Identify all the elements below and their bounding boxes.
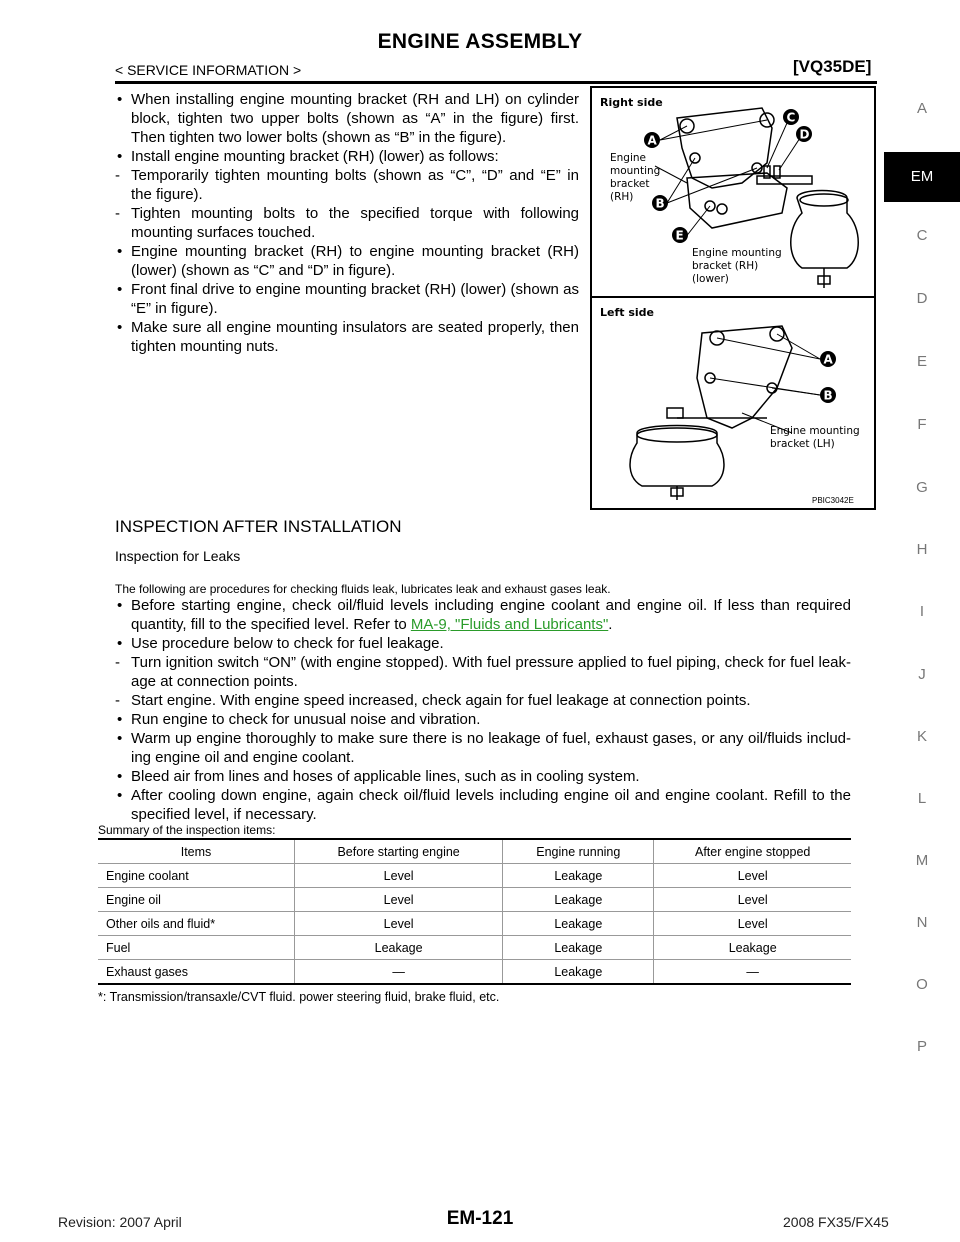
intro-steps-item: - Tighten mounting bolts to the specified torque with following mounting surfaces touched.: [115, 204, 579, 242]
table-row: [98, 936, 851, 960]
leak-steps-list: [115, 596, 851, 824]
svg-text:Engine mounting: Engine mounting: [770, 425, 860, 437]
right-side-label: Right side: [600, 96, 663, 109]
summary-label: Summary of the inspection items:: [98, 823, 276, 837]
table-cell: Fuel: [98, 936, 295, 960]
table-body: [98, 864, 851, 985]
index-tab-e[interactable]: E: [916, 353, 927, 370]
engine-code: [VQ35DE]: [793, 57, 872, 76]
revision-label: Revision: 2007 April: [58, 1214, 182, 1230]
footnote: *: Transmission/transaxle/CVT fluid. power steering fluid, brake fluid, etc.: [98, 990, 500, 1004]
mounting-bracket-figure: [590, 86, 876, 510]
index-tab-m[interactable]: M: [915, 852, 929, 869]
lh-bracket-label: [770, 425, 860, 450]
index-tab-o[interactable]: O: [916, 976, 928, 993]
subsection-heading: Inspection for Leaks: [115, 548, 241, 564]
svg-text:mounting: mounting: [610, 165, 661, 177]
section-heading: INSPECTION AFTER INSTALLATION: [115, 517, 402, 536]
index-tab-i[interactable]: I: [919, 603, 925, 620]
table-cell: Leakage: [503, 912, 654, 936]
leak-steps-item: • Before starting engine, check oil/fluid levels including engine coolant and engine oil. If less than required quantity, fill to the specified level. Refer to MA-9, "Fluids and Lubricants".: [115, 596, 851, 634]
intro-steps-item: - Temporarily tighten mounting bolts (shown as “C”, “D” and “E” in the figure).: [115, 166, 579, 204]
header-rule: [115, 81, 877, 84]
table-cell: Level: [295, 864, 503, 888]
table-cell: —: [654, 960, 851, 985]
model-label: 2008 FX35/FX45: [783, 1214, 889, 1230]
index-tab-k[interactable]: K: [916, 728, 927, 745]
fluids-lubricants-link[interactable]: MA-9, "Fluids and Lubricants": [410, 616, 609, 633]
table-cell: Level: [295, 912, 503, 936]
table-cell: —: [295, 960, 503, 985]
page-number: EM-121: [446, 1208, 514, 1229]
table-cell: Exhaust gases: [98, 960, 295, 985]
svg-text:(RH): (RH): [610, 191, 634, 203]
table-cell: Level: [654, 888, 851, 912]
table-row: [98, 864, 851, 888]
svg-text:(lower): (lower): [692, 273, 729, 285]
table-cell: Leakage: [654, 936, 851, 960]
intro-steps-item: • Install engine mounting bracket (RH) (lower) as follows:: [115, 147, 579, 166]
column-header: After engine stopped: [654, 839, 851, 864]
table-row: [98, 912, 851, 936]
table-cell: Level: [654, 912, 851, 936]
callout-c: C: [786, 110, 796, 125]
index-tab-j[interactable]: J: [918, 666, 926, 683]
table-row: [98, 888, 851, 912]
intro-steps-item: • Engine mounting bracket (RH) to engine mounting bracket (RH) (lower) (shown as “C” and “D” in figure).: [115, 242, 579, 280]
leak-steps-item: • Bleed air from lines and hoses of applicable lines, such as in cooling system.: [115, 767, 851, 786]
svg-text:bracket: bracket: [610, 178, 650, 190]
table-cell: Level: [654, 864, 851, 888]
index-tab-l[interactable]: L: [917, 790, 927, 807]
callouts-lh: [820, 351, 836, 403]
index-tab-p[interactable]: P: [916, 1038, 927, 1055]
inspection-table: [98, 838, 851, 985]
breadcrumb: < SERVICE INFORMATION >: [115, 62, 302, 78]
rh-lower-bracket-label: [692, 247, 782, 285]
table-cell: Leakage: [295, 936, 503, 960]
table-cell: Other oils and fluid*: [98, 912, 295, 936]
mounting-bracket-diagram: [592, 88, 874, 508]
table-header-row: [98, 839, 851, 864]
column-header: Engine running: [503, 839, 654, 864]
table-cell: Leakage: [503, 960, 654, 985]
page-title: ENGINE ASSEMBLY: [377, 30, 583, 53]
left-side-label: Left side: [600, 306, 654, 319]
index-tab-n[interactable]: N: [916, 914, 928, 931]
index-tab-c[interactable]: C: [916, 227, 928, 244]
index-tab-a[interactable]: A: [916, 100, 927, 117]
callout-d: D: [799, 127, 810, 142]
table-row: [98, 960, 851, 985]
index-tab-f[interactable]: F: [917, 416, 927, 433]
index-tab-d[interactable]: D: [916, 290, 928, 307]
leak-steps-item: • Run engine to check for unusual noise and vibration.: [115, 710, 851, 729]
table-cell: Engine oil: [98, 888, 295, 912]
table-cell: Leakage: [503, 936, 654, 960]
table-cell: Engine coolant: [98, 864, 295, 888]
callout-leaders-rh: [655, 120, 800, 238]
index-tab-em[interactable]: EM: [884, 152, 960, 202]
callout-b-lh: B: [823, 388, 833, 403]
callout-e: E: [675, 228, 684, 243]
intro-steps-item: • Make sure all engine mounting insulators are seated properly, then tighten mounting nuts.: [115, 318, 579, 356]
callout-b-rh: B: [655, 196, 665, 211]
table-cell: Level: [295, 888, 503, 912]
figure-code: PBIC3042E: [812, 496, 854, 505]
table-cell: Leakage: [503, 864, 654, 888]
intro-steps-item: • Front final drive to engine mounting bracket (RH) (lower) (shown as “E” in figure).: [115, 280, 579, 318]
intro-steps-item: • When installing engine mounting bracket (RH and LH) on cylinder block, tighten two upper bolts (shown as “A” in the figure) first. Then tighten two lower bolts (shown as “B” in the figure).: [115, 90, 579, 147]
leak-steps-item: • After cooling down engine, again check oil/fluid levels including engine oil and engine coolant. Refill to the specified level, if necessary.: [115, 786, 851, 824]
leak-steps-item: • Use procedure below to check for fuel leakage.: [115, 634, 851, 653]
column-header: Items: [98, 839, 295, 864]
leak-steps-item: - Start engine. With engine speed increased, check again for fuel leakage at connection points.: [115, 691, 851, 710]
rh-bracket-label: [610, 152, 660, 203]
svg-text:Engine: Engine: [610, 152, 646, 164]
index-tab-h[interactable]: H: [916, 541, 928, 558]
intro-paragraph: The following are procedures for checking fluids leak, lubricates leak and exhaust gases leak.: [115, 582, 611, 596]
leak-steps-item: - Turn ignition switch “ON” (with engine stopped). With fuel pressure applied to fuel piping, check for fuel leak-age at connection points.: [115, 653, 851, 691]
intro-steps-list: [115, 90, 579, 356]
index-tab-g[interactable]: G: [916, 479, 928, 496]
svg-text:bracket (RH): bracket (RH): [692, 260, 759, 272]
column-header: Before starting engine: [295, 839, 503, 864]
svg-text:bracket (LH): bracket (LH): [770, 438, 835, 450]
bracket-lh-drawing: [630, 326, 792, 500]
callout-a-lh: A: [823, 352, 833, 367]
table-cell: Leakage: [503, 888, 654, 912]
svg-text:Engine mounting: Engine mounting: [692, 247, 782, 259]
leak-steps-item: • Warm up engine thoroughly to make sure there is no leakage of fuel, exhaust gases, or any oil/fluids includ-ing engine oil and engine coolant.: [115, 729, 851, 767]
callout-a-rh: A: [647, 133, 657, 148]
